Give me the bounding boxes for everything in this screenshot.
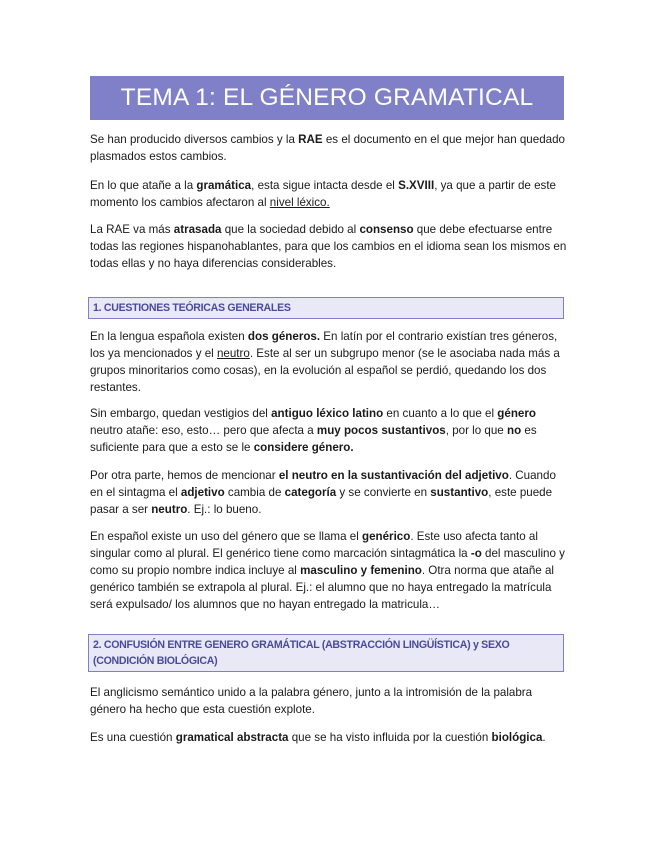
section-2-heading: 2. CONFUSIÓN ENTRE GENERO GRAMÁTICAL (ABSTRACCIÓN LINGÜÍSTICA) y SEXO (CONDICIÓN BIOLÓGICA) (88, 634, 564, 672)
page-title: TEMA 1: EL GÉNERO GRAMATICAL (120, 84, 534, 111)
intro-paragraph-2: En lo que atañe a la gramática, esta sigue intacta desde el S.XVIII, ya que a partir de este momento los cambios afectaron al nivel léxico. (90, 179, 556, 209)
section-1-paragraph-3: Por otra parte, hemos de mencionar el neutro en la sustantivación del adjetivo. Cuando en el sintagma el adjetivo cambia de categoría y se convierte en sustantivo, este puede pasar a ser neutro. Ej.: lo bueno. (90, 469, 556, 516)
title-banner (90, 76, 564, 120)
section-2-paragraph-2: Es una cuestión gramatical abstracta que se ha visto influida por la cuestión biológica. (90, 731, 546, 744)
section-1-heading: 1. CUESTIONES TEÓRICAS GENERALES (88, 297, 564, 319)
intro-paragraph-1: Se han producido diversos cambios y la RAE es el documento en el que mejor han quedado plasmados estos cambios. (90, 133, 565, 163)
section-1-paragraph-1: En la lengua española existen dos géneros. En latín por el contrario existían tres géneros, los ya mencionados y el neutro. Este al ser un subgrupo menor (se le asociaba nada más a grupos minoritarios como cosas), en la evolución al español se perdió, quedando los dos restantes. (90, 330, 560, 394)
section-1-paragraph-2: Sin embargo, quedan vestigios del antiguo léxico latino en cuanto a lo que el género neutro atañe: eso, esto… pero que afecta a muy pocos sustantivos, por lo que no es suficiente para que a esto se le considere género. (90, 407, 537, 454)
section-2-paragraph-1: El anglicismo semántico unido a la palabra género, junto a la intromisión de la palabra género ha hecho que esta cuestión explote. (90, 686, 533, 716)
intro-paragraph-3: La RAE va más atrasada que la sociedad debido al consenso que debe efectuarse entre todas las regiones hispanohablantes, para que los cambios en el idioma sean los mismos en todas ellas y no haya diferencias considerables. (90, 223, 567, 270)
section-1-paragraph-4: En español existe un uso del género que se llama el genérico. Este uso afecta tanto al singular como al plural. El genérico tiene como marcación sintagmática la -o del masculino y como su propio nombre indica incluye al masculino y femenino. Otra norma que atañe al genérico también se extrapola al plural. Ej.: el alumno que no haya entregado la matrícula será expulsado/ los alumnos que no hayan entregado la matricula… (90, 530, 565, 611)
